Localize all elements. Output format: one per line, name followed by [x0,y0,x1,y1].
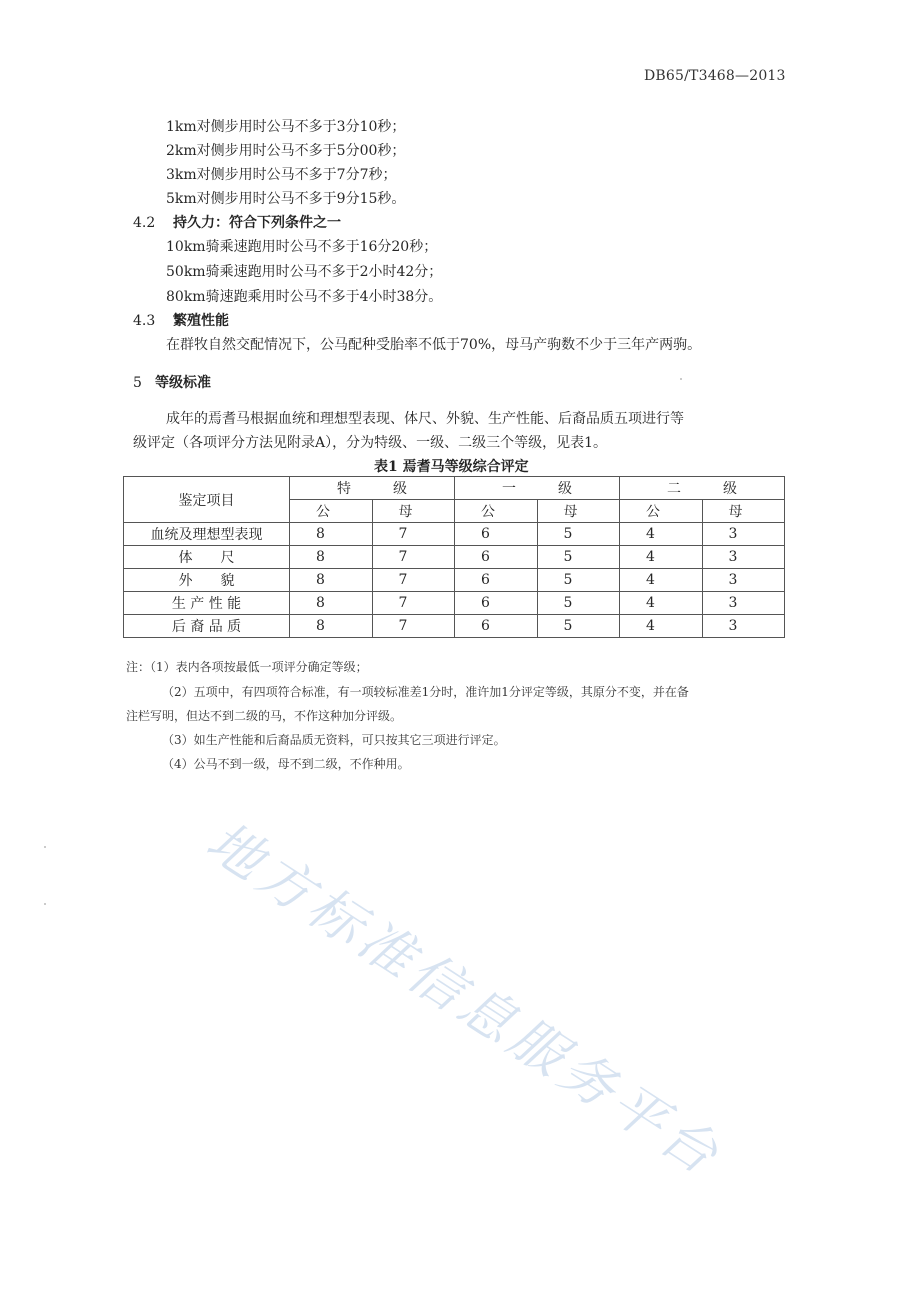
table-cell: 3 [702,592,785,615]
table-cell: 5 [537,546,620,569]
section-heading-5 [133,372,211,392]
grading-paragraph-line-1: 成年的焉耆马根据血统和理想型表现、体尺、外貌、生产性能、后裔品质五项进行等 [166,411,684,427]
table-cell: 7 [372,523,455,546]
table-cell: 4 [620,592,703,615]
section-number: 5 [133,375,142,391]
scan-speck [680,378,682,380]
table-cell: 4 [620,569,703,592]
table-cell: 7 [372,546,455,569]
row-item-label: 后 裔 品 质 [124,615,290,638]
table-cell: 7 [372,569,455,592]
table-row [124,569,785,592]
table-cell: 4 [620,546,703,569]
table-cell: 3 [702,615,785,638]
note-2-line-1: （2）五项中，有四项符合标准，有一项较标准差1分时，准许加1分评定等级，其原分不变，并在备 [162,685,689,699]
note-3: （3）如生产性能和后裔品质无资料，可只按其它三项进行评定。 [162,733,506,747]
table-cell: 5 [537,523,620,546]
endurance-line-50km: 50km骑乘速跑用时公马不多于2小时42分； [166,264,443,280]
table-cell: 5 [537,569,620,592]
row-item-label: 外 貌 [124,569,290,592]
section-number: 4.2 [133,215,156,231]
table-cell: 3 [702,569,785,592]
section-title: 等级标准 [155,375,211,391]
section-heading-4-3 [133,310,229,330]
table-cell: 7 [372,615,455,638]
grade-header-first: 一 级 [455,477,620,500]
table-cell: 8 [290,592,373,615]
table-header-row [124,477,785,500]
note-2-line-2: 注栏写明，但达不到二级的马，不作这种加分评级。 [126,709,403,723]
section-title: 持久力：符合下列条件之一 [173,215,341,231]
section-heading-4-2 [133,212,341,232]
document-id: DB65/T3468—2013 [644,68,786,84]
table-cell: 6 [455,523,538,546]
table-cell: 6 [455,592,538,615]
sub-header-female: 母 [372,500,455,523]
grading-paragraph-line-2: 级评定（各项评分方法见附录A），分为特级、一级、二级三个等级，见表1。 [133,435,608,451]
row-item-label: 血统及理想型表现 [124,523,290,546]
table-cell: 5 [537,592,620,615]
table-cell: 4 [620,615,703,638]
table-cell: 6 [455,615,538,638]
row-item-label: 生 产 性 能 [124,592,290,615]
table-row [124,546,785,569]
pace-line-3km: 3km对侧步用时公马不多于7分7秒； [166,167,397,183]
table-row [124,523,785,546]
grade-header-special: 特 级 [290,477,455,500]
table-cell: 8 [290,546,373,569]
section-number: 4.3 [133,313,156,329]
table-title: 表1 焉耆马等级综合评定 [374,459,529,475]
table-row [124,592,785,615]
row-item-label: 体 尺 [124,546,290,569]
sub-header-female: 母 [702,500,785,523]
table-cell: 3 [702,523,785,546]
fertility-text: 在群牧自然交配情况下，公马配种受胎率不低于70%，母马产驹数不少于三年产两驹。 [166,337,702,353]
table-cell: 8 [290,569,373,592]
table-cell: 5 [537,615,620,638]
table-row [124,615,785,638]
note-4: （4）公马不到一级，母不到二级，不作种用。 [162,757,410,771]
note-1: 注：（1）表内各项按最低一项评分确定等级； [126,660,368,674]
sub-header-male: 公 [620,500,703,523]
sub-header-male: 公 [455,500,538,523]
scan-speck [44,903,46,905]
watermark: 地方标准信息服务平台 [195,809,734,1189]
pace-line-5km: 5km对侧步用时公马不多于9分15秒。 [166,191,406,207]
endurance-line-10km: 10km骑乘速跑用时公马不多于16分20秒； [166,239,438,255]
grade-header-second: 二 级 [620,477,785,500]
scan-speck [44,846,46,848]
grade-table [123,476,785,638]
table-cell: 3 [702,546,785,569]
sub-header-male: 公 [290,500,373,523]
table-cell: 8 [290,523,373,546]
endurance-line-80km: 80km骑速跑乘用时公马不多于4小时38分。 [166,289,443,305]
sub-header-female: 母 [537,500,620,523]
table-cell: 6 [455,569,538,592]
table-cell: 8 [290,615,373,638]
table-cell: 7 [372,592,455,615]
table-cell: 4 [620,523,703,546]
item-header: 鉴定项目 [124,477,290,523]
pace-line-1km: 1km对侧步用时公马不多于3分10秒； [166,119,406,135]
section-title: 繁殖性能 [173,313,229,329]
table-cell: 6 [455,546,538,569]
pace-line-2km: 2km对侧步用时公马不多于5分00秒； [166,143,406,159]
